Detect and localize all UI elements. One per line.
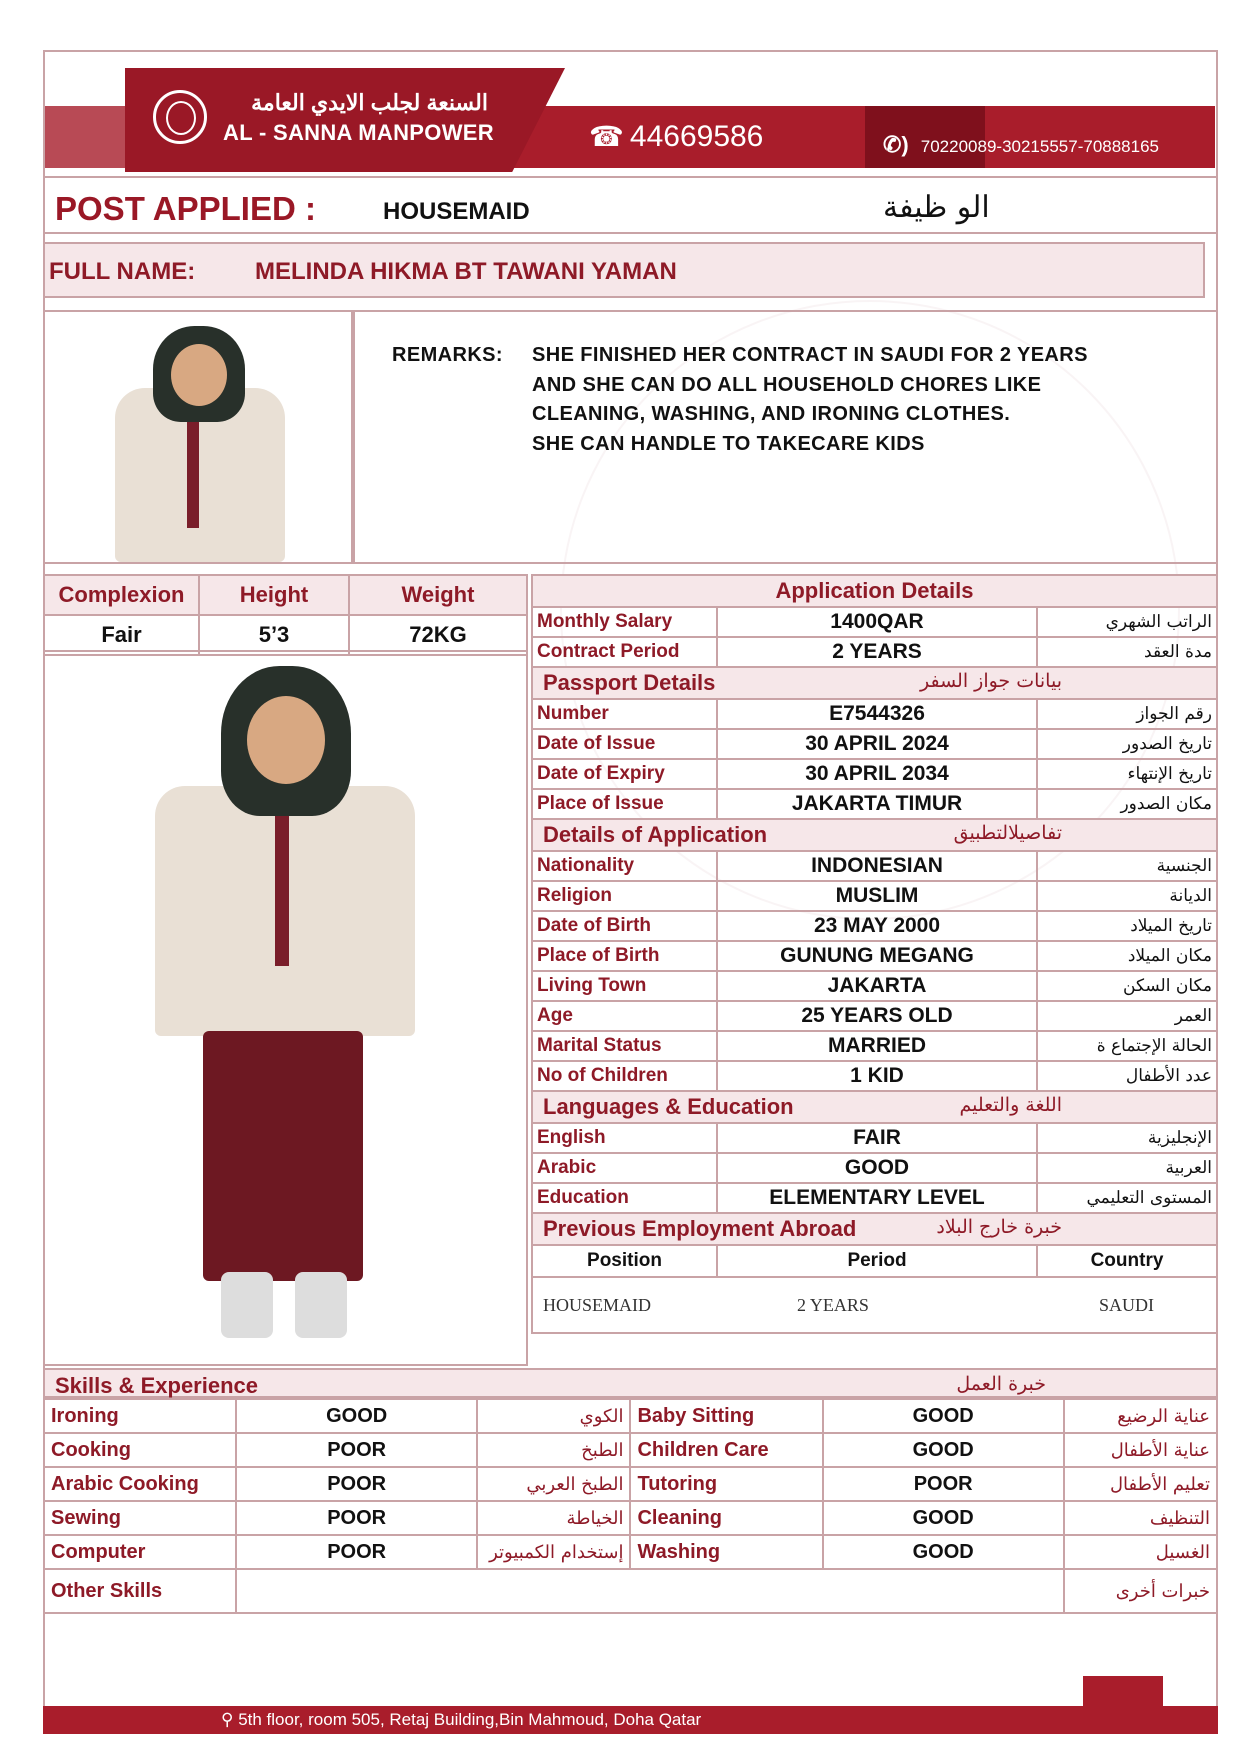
remarks-label: REMARKS: (392, 344, 503, 366)
marital-status-value: MARRIED (717, 1031, 1037, 1061)
complexion-header: Complexion (44, 575, 199, 615)
remarks (392, 341, 1088, 455)
salary-label: Monthly Salary (532, 607, 717, 637)
prev-position: HOUSEMAID (532, 1277, 717, 1333)
prev-period: 2 YEARS (717, 1277, 1037, 1333)
other-skills-label: Other Skills (44, 1569, 236, 1613)
salary-label-ar: الراتب الشهري (1037, 607, 1217, 637)
details-section-header: Details of Application تفاصيلالتطبيق (532, 819, 1217, 851)
passport-section-header: Passport Details بيانات جواز السفر (532, 667, 1217, 699)
physical-details-table (43, 574, 528, 656)
post-applied-value: HOUSEMAID (383, 198, 530, 225)
full-name-label: FULL NAME: (49, 258, 196, 285)
contract-label: Contract Period (532, 637, 717, 667)
post-applied-label: POST APPLIED : (55, 190, 316, 227)
company-name-en: AL - SANNA MANPOWER (223, 120, 494, 145)
portrait-figure (95, 318, 305, 562)
skills-title-ar: خبرة العمل (956, 1373, 1046, 1395)
mobile-phone-icon: ✆) (883, 132, 909, 157)
prev-country: SAUDI (1037, 1277, 1217, 1333)
mobile-numbers: ✆) 70220089-30215557-70888165 (883, 132, 1159, 157)
complexion-value: Fair (44, 615, 199, 655)
arabic-label: Arabic (532, 1153, 717, 1183)
height-value: 5’3 (199, 615, 349, 655)
post-applied-row (43, 176, 1218, 234)
application-details-title: Application Details (532, 575, 1217, 607)
footer (43, 1664, 1218, 1734)
weight-value: 72KG (349, 615, 527, 655)
globe-logo-icon (153, 90, 207, 144)
expiry-date-value: 30 APRIL 2034 (717, 759, 1037, 789)
religion-value: MUSLIM (717, 881, 1037, 911)
position-column-header: Position (532, 1245, 717, 1277)
telephone-icon: ☎ (589, 121, 624, 152)
birthplace-value: GUNUNG MEGANG (717, 941, 1037, 971)
languages-section-header: Languages & Education اللغة والتعليم (532, 1091, 1217, 1123)
other-skills-value (236, 1569, 1064, 1613)
issue-date-value: 30 APRIL 2024 (717, 729, 1037, 759)
living-town-label: Living Town (532, 971, 717, 1001)
passport-number-label: Number (532, 699, 717, 729)
birthplace-label: Place of Birth (532, 941, 717, 971)
height-header: Height (199, 575, 349, 615)
education-label: Education (532, 1183, 717, 1213)
previous-employment-header: Previous Employment Abroad خبرة خارج البلاد (532, 1213, 1217, 1245)
dob-value: 23 MAY 2000 (717, 911, 1037, 941)
place-of-issue-label: Place of Issue (532, 789, 717, 819)
skills-title: Skills & Experience (55, 1373, 258, 1398)
skills-table (43, 1398, 1218, 1614)
period-column-header: Period (717, 1245, 1037, 1277)
other-skills-label-ar: خبرات أخرى (1064, 1569, 1217, 1613)
skill-row: Cooking POOR الطبخ Children Care GOOD عناية الأطفال (44, 1433, 1217, 1467)
footer-address: ⚲ 5th floor, room 505, Retaj Building,Bin Mahmoud, Doha Qatar (221, 1710, 702, 1729)
contract-label-ar: مدة العقد (1037, 637, 1217, 667)
marital-status-label: Marital Status (532, 1031, 717, 1061)
application-details-table: Application Details Monthly Salary 1400QAR الراتب الشهري Contract Period 2 YEARS مدة العقد Passport Details بيانات جواز السفر Number E7544326 رقم الجواز Date of Issue 30 APRIL 2024 تاريخ الصدور Date of Expiry 30 APRIL 2034 تاريخ الإنتهاء Place of Issue JAKARTA TIMUR مكان الصدور Details of Application تفاصيلالتطبيق Nationality INDONESIAN الجنسية Religion MUSLIM الديانة Date of Birth 23 MAY 2000 تاريخ الميلاد Place of Birth GUNUNG MEGANG مكان الميلاد Living Town JAKARTA مكان السكن Age 25 YEARS OLD العمر Marital Status MARRIED الحالة الإجتماع ة No of Children 1 KID عدد الأطفال Languages & Education اللغة والتعليم English FAIR الإنجليزية Arabic GOOD العربية Education ELEMENTARY LEVEL المستوى التعليمي Previous Employment Abroad خبرة خارج البلاد Position Period Country HOUSEMAID 2 YEARS SAUDI (531, 574, 1218, 1334)
remarks-line: AND SHE CAN DO ALL HOUSEHOLD CHORES LIKE (532, 373, 1042, 396)
living-town-value: JAKARTA (717, 971, 1037, 1001)
remarks-line: CLEANING, WASHING, AND IRONING CLOTHES. (532, 403, 1011, 425)
age-label: Age (532, 1001, 717, 1031)
company-name-ar: السنعة لجلب الايدي العامة (251, 90, 488, 115)
expiry-date-label: Date of Expiry (532, 759, 717, 789)
dob-label: Date of Birth (532, 911, 717, 941)
passport-number-value: E7544326 (717, 699, 1037, 729)
full-name-row (43, 242, 1205, 298)
full-body-figure (135, 666, 435, 1356)
portrait-photo (43, 310, 353, 564)
age-value: 25 YEARS OLD (717, 1001, 1037, 1031)
english-label: English (532, 1123, 717, 1153)
education-value: ELEMENTARY LEVEL (717, 1183, 1037, 1213)
skills-section-header (43, 1368, 1218, 1398)
nationality-value: INDONESIAN (717, 851, 1037, 881)
remarks-line: SHE FINISHED HER CONTRACT IN SAUDI FOR 2 YEARS (532, 344, 1088, 366)
skill-row: Arabic Cooking POOR الطبخ العربي Tutoring POOR تعليم الأطفال (44, 1467, 1217, 1501)
issue-date-label: Date of Issue (532, 729, 717, 759)
nationality-label: Nationality (532, 851, 717, 881)
remarks-line: SHE CAN HANDLE TO TAKECARE KIDS (532, 432, 925, 455)
country-column-header: Country (1037, 1245, 1217, 1277)
arabic-value: GOOD (717, 1153, 1037, 1183)
office-phone: ☎ 44669586 (589, 120, 764, 153)
skill-row: Ironing GOOD الكوي Baby Sitting GOOD عناية الرضيع (44, 1399, 1217, 1433)
post-applied-label-ar: الو ظيفة (883, 190, 990, 225)
religion-label: Religion (532, 881, 717, 911)
location-pin-icon: ⚲ (221, 1710, 239, 1729)
children-label: No of Children (532, 1061, 717, 1091)
other-skills-row (44, 1569, 1217, 1613)
place-of-issue-value: JAKARTA TIMUR (717, 789, 1037, 819)
skill-row: Computer POOR إستخدام الكمبيوتر Washing GOOD الغسيل (44, 1535, 1217, 1569)
full-body-photo (43, 650, 528, 1366)
contract-value: 2 YEARS (717, 637, 1037, 667)
english-value: FAIR (717, 1123, 1037, 1153)
salary-value: 1400QAR (717, 607, 1037, 637)
children-value: 1 KID (717, 1061, 1037, 1091)
full-name-value: MELINDA HIKMA BT TAWANI YAMAN (255, 258, 677, 285)
skill-row: Sewing POOR الخياطة Cleaning GOOD التنظيف (44, 1501, 1217, 1535)
company-header (45, 68, 1215, 172)
weight-header: Weight (349, 575, 527, 615)
